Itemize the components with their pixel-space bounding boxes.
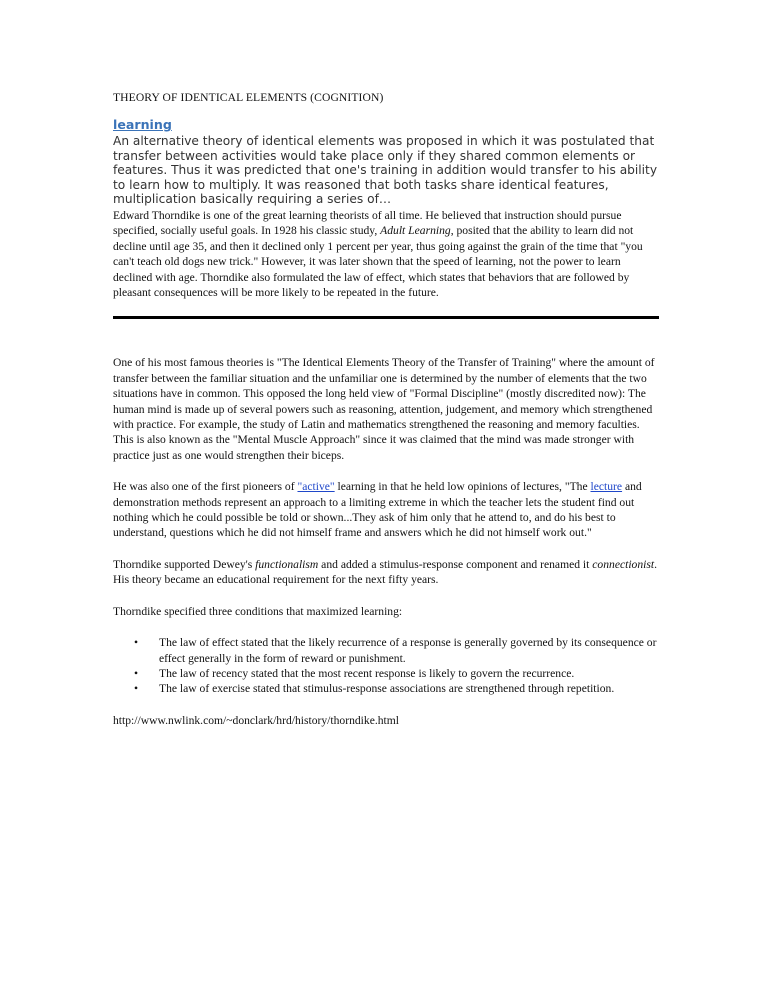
pioneer-text-3: and demonstration methods represent an approach to a limiting extreme in which the teacher lets the student find out nothing which he could possible be told or shown...They ask of him only that he attend to, and do his best to understand, questions which he did not himself frame and answers which he did not himself work out."	[113, 480, 642, 540]
book-title: Adult Learning	[380, 224, 451, 238]
intro-text-1: Edward Thorndike is one of the great learning theorists of all time. He believed that instruction should pursue specified, socially useful goals. In 1928 his classic study,	[113, 208, 622, 238]
thorndike-text-3: . His theory became an educational requirement for the next fifty years.	[113, 557, 658, 587]
bullet-icon: •	[134, 636, 139, 650]
thorndike-text-2: and added a stimulus-response component and renamed it	[318, 557, 593, 571]
connectionist-term: connectionist	[592, 557, 655, 571]
snippet-text: An alternative theory of identical elements was proposed in which it was postulated that transfer between activities would take place only if they shared common elements or features. Thus it was predicted that one's training in addition would transfer to his ability to learn how to multiply. It was reasoned that both tasks share identical features, multiplication basically requiring a series of…	[113, 134, 658, 207]
intro-paragraph	[113, 208, 658, 300]
active-learning-link[interactable]: "active"	[297, 480, 335, 494]
bullet-icon: •	[134, 666, 139, 680]
horizontal-rule	[113, 316, 659, 319]
functionalism-term: functionalism	[255, 557, 319, 571]
list-item	[113, 681, 658, 696]
source-url: http://www.nwlink.com/~donclark/hrd/history/thorndike.html	[113, 713, 399, 727]
document-title: THEORY OF IDENTICAL ELEMENTS (COGNITION)	[113, 91, 384, 104]
pioneer-text-2: learning in that he held low opinions of lectures, "The	[334, 480, 591, 494]
snippet-heading-link[interactable]: learning	[113, 117, 172, 133]
lecture-link[interactable]: lecture	[590, 480, 623, 494]
list-item	[113, 635, 658, 666]
laws-list	[113, 635, 658, 697]
pioneer-paragraph	[113, 479, 658, 541]
thorndike-paragraph	[113, 557, 658, 588]
intro-text-2: , posited that the ability to learn did not decline until age 35, and then it declined only 1 percent per year, thus going against the grain of the time that "you can't teach old dogs new trick." However, it was later shown that the speed of learning, not the power to learn declined with age. Thorndike also formulated the law of effect, which states that behaviors that are followed by pleasant consequences will be more likely to be repeated in the future.	[113, 224, 643, 299]
theory-paragraph: One of his most famous theories is "The Identical Elements Theory of the Transfer of Training" where the amount of transfer between the familiar situation and the unfamiliar one is determined by the number of elements that the two situations have in common. This opposed the long held view of "Formal Discipline" (mostly discredited now): The human mind is made up of several powers such as reasoning, attention, judgement, and memory which strengthened with practice. For example, the study of Latin and mathematics strengthened the reasoning and memory faculties. This is also known as the "Mental Muscle Approach" since it was claimed that the mind was made stronger with practice just as one would strengthen their biceps.	[113, 356, 655, 462]
list-item	[113, 666, 658, 681]
document-page	[113, 90, 658, 728]
conditions-intro: Thorndike specified three conditions that maximized learning:	[113, 604, 403, 618]
law-of-effect-text: The law of effect stated that the likely recurrence of a response is generally governed by its consequence or effect generally in the form of reward or punishment.	[159, 636, 657, 665]
search-snippet	[113, 118, 658, 207]
pioneer-text-1: He was also one of the first pioneers of	[113, 480, 298, 494]
thorndike-text-1: Thorndike supported Dewey's	[113, 557, 256, 571]
bullet-icon: •	[134, 682, 139, 696]
law-of-exercise-text: The law of exercise stated that stimulus-response associations are strengthened through repetition.	[159, 682, 615, 696]
law-of-recency-text: The law of recency stated that the most recent response is likely to govern the recurrence.	[159, 666, 575, 680]
